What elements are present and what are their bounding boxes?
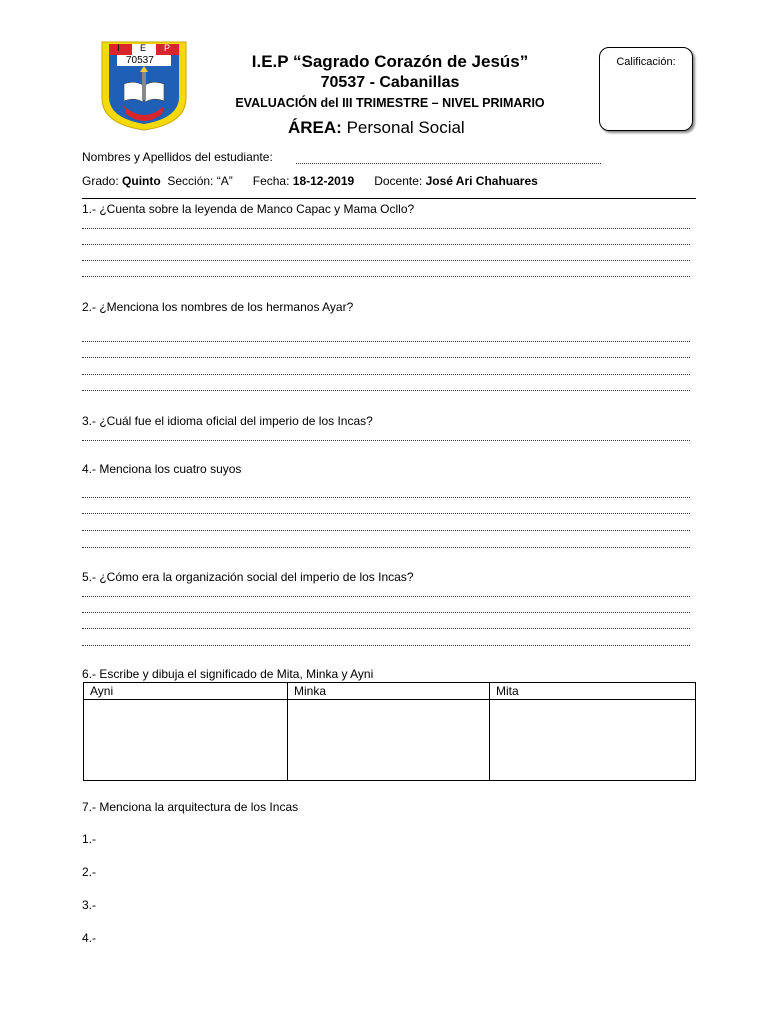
question-4: 4.- Menciona los cuatro suyos: [82, 462, 242, 476]
list-item-2: 2.-: [82, 865, 97, 879]
answer-line[interactable]: [82, 357, 690, 358]
answer-line[interactable]: [82, 530, 690, 531]
docente-value: José Ari Chahuares: [425, 174, 538, 188]
docente-label: Docente:: [374, 174, 423, 188]
student-name-line[interactable]: [296, 163, 601, 164]
question-1: 1.- ¿Cuenta sobre la leyenda de Manco Capac y Mama Ocllo?: [82, 202, 415, 216]
column-header-ayni: Ayni: [84, 683, 288, 700]
grade-box-label: Calificación:: [616, 56, 676, 68]
column-header-minka: Minka: [288, 683, 490, 700]
school-name: I.E.P “Sagrado Corazón de Jesús”: [251, 52, 529, 71]
seccion-value: “A”: [216, 174, 233, 188]
evaluation-title: EVALUACIÓN del III TRIMESTRE – NIVEL PRIMARIO: [235, 96, 545, 110]
question-5: 5.- ¿Cómo era la organización social del imperio de los Incas?: [82, 570, 414, 584]
answer-line[interactable]: [82, 513, 690, 514]
grado-value: Quinto: [122, 174, 161, 188]
answer-line[interactable]: [82, 228, 690, 229]
cell-mita[interactable]: [490, 700, 696, 781]
question-2: 2.- ¿Menciona los nombres de los hermanos Ayar?: [82, 300, 354, 314]
answer-line[interactable]: [82, 276, 690, 277]
cell-minka[interactable]: [288, 700, 490, 781]
logo-letter-e: E: [140, 43, 147, 53]
answer-line[interactable]: [82, 547, 690, 548]
cell-ayni[interactable]: [84, 700, 288, 781]
question-6: 6.- Escribe y dibuja el significado de Mita, Minka y Ayni: [82, 667, 374, 681]
area-label: ÁREA:: [288, 118, 342, 137]
answer-line[interactable]: [82, 260, 690, 261]
list-item-3: 3.-: [82, 898, 97, 912]
student-name-label: Nombres y Apellidos del estudiante:: [82, 150, 273, 164]
answer-line[interactable]: [82, 612, 690, 613]
answer-line[interactable]: [82, 244, 690, 245]
answer-line[interactable]: [82, 440, 690, 441]
header-divider: [82, 198, 696, 199]
column-header-mita: Mita: [490, 683, 696, 700]
logo-letter-i: I: [117, 43, 120, 53]
seccion-label: Sección:: [167, 174, 214, 188]
school-location: 70537 - Cabanillas: [320, 74, 460, 91]
answer-line[interactable]: [82, 374, 690, 375]
area-line: [288, 118, 465, 138]
fecha-value: 18-12-2019: [292, 174, 355, 188]
mita-minka-ayni-table: [83, 682, 696, 781]
area-value: Personal Social: [346, 118, 465, 137]
fecha-label: Fecha:: [252, 174, 290, 188]
grade-box[interactable]: [599, 47, 693, 131]
list-item-1: 1.-: [82, 832, 97, 846]
question-3: 3.- ¿Cuál fue el idioma oficial del imperio de los Incas?: [82, 414, 373, 428]
question-7: 7.- Menciona la arquitectura de los Incas: [82, 800, 299, 814]
logo-letter-p: P: [164, 43, 171, 53]
logo-code: 70537: [126, 55, 154, 66]
answer-line[interactable]: [82, 341, 690, 342]
grado-label: Grado:: [82, 174, 119, 188]
school-logo: [100, 40, 188, 132]
answer-line[interactable]: [82, 628, 690, 629]
answer-line[interactable]: [82, 645, 690, 646]
answer-line[interactable]: [82, 596, 690, 597]
answer-line[interactable]: [82, 497, 690, 498]
list-item-4: 4.-: [82, 931, 97, 945]
answer-line[interactable]: [82, 390, 690, 391]
student-info-row: [82, 174, 538, 188]
